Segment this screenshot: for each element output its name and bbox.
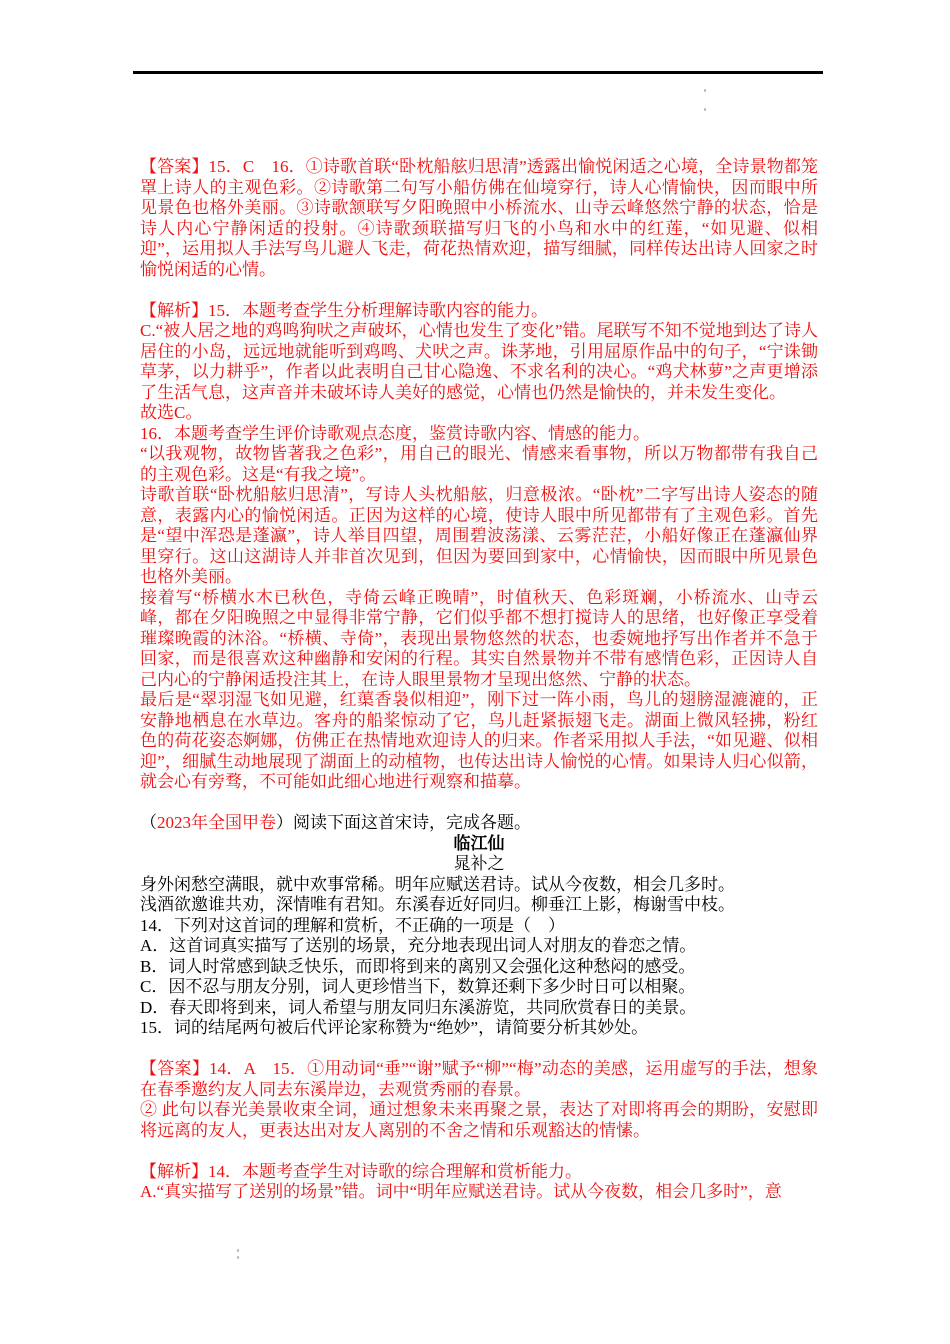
faint-artifact-icon <box>237 1256 239 1259</box>
poem-title: 临江仙 <box>453 833 505 853</box>
question-14-option-c: C．因不忍与朋友分别，词人更珍惜当下，数算还剩下多少时日可以相聚。 <box>140 977 696 996</box>
analysis-15-option-c: C.“被人居之地的鸡鸣狗吠之声破坏，心情也发生了变化”错。尾联写不知不觉地到达了诗人居住的小岛，远远地就能听到鸡鸣、犬吠之声。诛茅地，引用屈原作品中的句子，“宁诛锄草茅，以力耕乎”，作者以此表明自己甘心隐逸、不求名利的决心。“鸡犬林萝”之声更增添了生活气息，这声音并未破坏诗人美好的感觉，心情也仍然是愉快的，并未发生变化。 <box>140 321 818 402</box>
poem-author: 晁补之 <box>453 854 505 873</box>
poem-line-2: 浅酒欲邀谁共劝，深情唯有君知。东溪春近好同归。柳垂江上影，梅谢雪中枝。 <box>140 895 735 914</box>
analysis-14-option-a: A.“真实描写了送别的场景”错。词中“明年应赋送君诗。试从今夜数，相会几多时”，意 <box>140 1182 782 1201</box>
exam-source-tag: 2023年全国甲卷 <box>157 813 276 832</box>
faint-artifact-icon <box>237 1249 239 1252</box>
intro-text: ）阅读下面这首宋诗，完成各题。 <box>276 813 531 832</box>
question-14-option-b: B．词人时常感到缺乏快乐，而即将到来的离别又会强化这种愁闷的感受。 <box>140 956 696 976</box>
question-14: 14．下列对这首词的理解和赏析，不正确的一项是（ ） <box>140 915 565 935</box>
blank-line <box>140 793 818 814</box>
faint-artifact-icon <box>704 108 706 111</box>
passage-intro <box>140 813 818 834</box>
poem-line-1: 身外闲愁空满眼，就中欢事常稀。明年应赋送君诗。试从今夜数，相会几多时。 <box>140 874 735 894</box>
answer-block-14-15-part2: ② 此句以春光美景收束全词，通过想象未来再聚之景，表达了对即将再会的期盼，安慰即将远离的友人，更表达出对友人离别的不舍之情和乐观豁达的情愫。 <box>140 1100 818 1140</box>
analysis-15-conclusion: 故选C。 <box>140 403 203 422</box>
intro-open-paren: （ <box>140 813 157 832</box>
document-body <box>140 157 818 1203</box>
analysis-16-last-couplet: 最后是“翠羽湿飞如见避，红蕖香袅似相迎”，刚下过一阵小雨，鸟儿的翅膀湿漉漉的，正安静地栖息在水草边。客舟的船桨惊动了它，鸟儿赶紧振翅飞走。湖面上微风轻拂，粉红色的荷花姿态婀娜，仿佛正在热情地欢迎诗人的归来。作者采用拟人手法，“如见避、似相迎”，细腻生动地展现了湖面上的动植物，也传达出诗人愉悦的心情。如果诗人归心似箭，就会心有旁骛，不可能如此细心地进行观察和描摹。 <box>140 690 818 791</box>
analysis-16-second-couplet: 接着写“桥横水木已秋色，寺倚云峰正晚晴”，时值秋天、色彩斑斓，小桥流水、山寺云峰，都在夕阳晚照之中显得非常宁静，它们似乎都不想打搅诗人的思绪，也好像正享受着璀璨晚霞的沐浴。“桥横、寺倚”，表现出景物悠然的状态，也委婉地抒写出作者并不急于回家，而是很喜欢这种幽静和安闲的行程。其实自然景物并不带有感情色彩，正因诗人自己内心的宁静闲适投注其上，在诗人眼里景物才呈现出悠然、宁静的状态。 <box>140 587 818 689</box>
analysis-16-theory: “以我观物，故物皆著我之色彩”，用自己的眼光、情感来看事物，所以万物都带有我自己的主观色彩。这是“有我之境”。 <box>140 444 818 484</box>
blank-line <box>140 1039 818 1060</box>
question-14-option-d: D．春天即将到来，词人希望与朋友同归东溪游览，共同欣赏春日的美景。 <box>140 997 697 1017</box>
answer-block-14-15-part1: 【答案】14．A 15．①用动词“垂”“谢”赋予“柳”“梅”动态的美感，运用虚写的手法，想象在春季邀约友人同去东溪岸边，去观赏秀丽的春景。 <box>140 1059 818 1099</box>
analysis-14-intro: 【解析】14．本题考查学生对诗歌的综合理解和赏析能力。 <box>140 1161 582 1181</box>
blank-line <box>140 1141 818 1162</box>
answer-block-15-16: 【答案】15．C 16．①诗歌首联“卧枕船舷归思清”透露出愉悦闲适之心境，全诗景物都笼罩上诗人的主观色彩。②诗歌第二句写小船仿佛在仙境穿行，诗人心情愉快，因而眼中所见景色也格外美丽。③诗歌颔联写夕阳晚照中小桥流水、山寺云峰悠然宁静的状态，恰是诗人内心宁静闲适的投射。④诗歌颈联描写归飞的小鸟和水中的红莲，“如见避、似相迎”，运用拟人手法写鸟儿避人飞走，荷花热情欢迎，描写细腻，同样传达出诗人回家之时愉悦闲适的心情。 <box>140 157 818 279</box>
analysis-15-intro: 【解析】15．本题考查学生分析理解诗歌内容的能力。 <box>140 300 548 320</box>
question-15: 15．词的结尾两句被后代评论家称赞为“绝妙”，请简要分析其妙处。 <box>140 1018 649 1037</box>
analysis-16-intro: 16．本题考查学生评价诗歌观点态度，鉴赏诗歌内容、情感的能力。 <box>140 423 650 443</box>
blank-line <box>140 280 818 301</box>
analysis-16-first-couplet: 诗歌首联“卧枕船舷归思清”，写诗人头枕船舷，归意极浓。“卧枕”二字写出诗人姿态的随意，表露内心的愉悦闲适。正因为这样的心境，使诗人眼中所见都带有了主观色彩。首先是“望中浑恐是蓬瀛”，诗人举目四望，周围碧波荡漾、云雾茫茫，小船好像正在蓬瀛仙界里穿行。这山这湖诗人并非首次见到，但因为要回到家中，心情愉快，因而眼中所见景色也格外美丽。 <box>140 485 818 586</box>
question-14-option-a: A．这首词真实描写了送别的场景，充分地表现出词人对朋友的眷恋之情。 <box>140 936 697 955</box>
faint-artifact-icon <box>704 89 706 92</box>
header-rule <box>133 71 823 74</box>
